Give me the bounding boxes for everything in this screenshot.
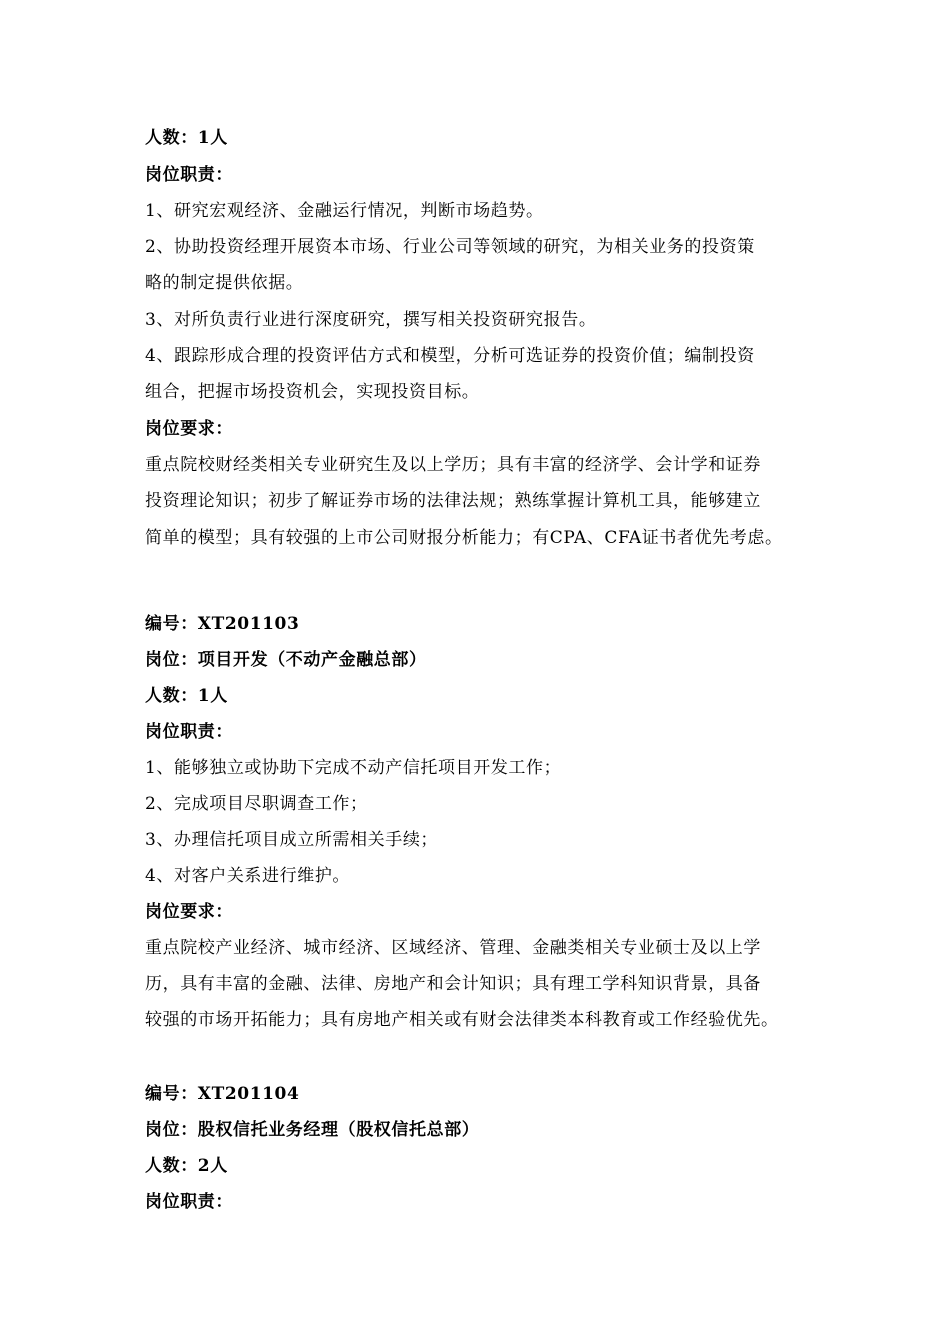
s1-duties-heading: 岗位职责：	[145, 165, 233, 185]
s2-position: 岗位：项目开发（不动产金融总部）	[145, 650, 427, 670]
s2-requirement-line: 较强的市场开拓能力；具有房地产相关或有财会法律类本科教育或工作经验优先。	[145, 1010, 779, 1030]
s1-requirements-heading: 岗位要求：	[145, 419, 233, 439]
s1-requirement-line: 投资理论知识；初步了解证券市场的法律法规；熟练掌握计算机工具，能够建立	[145, 491, 761, 511]
s2-duty-line: 3、办理信托项目成立所需相关手续；	[145, 830, 439, 850]
s1-duty-line: 2、协助投资经理开展资本市场、行业公司等领域的研究，为相关业务的投资策	[145, 237, 755, 257]
s2-requirement-line: 历，具有丰富的金融、法律、房地产和会计知识；具有理工学科知识背景，具备	[145, 974, 761, 994]
s3-duties-heading: 岗位职责：	[145, 1192, 233, 1212]
s2-duty-line: 1、能够独立或协助下完成不动产信托项目开发工作；	[145, 758, 562, 778]
s1-duty-line: 4、跟踪形成合理的投资评估方式和模型，分析可选证券的投资价值；编制投资	[145, 346, 755, 366]
s2-headcount: 人数：1人	[145, 686, 228, 706]
s2-duties-heading: 岗位职责：	[145, 722, 233, 742]
s1-duty-line: 1、研究宏观经济、金融运行情况，判断市场趋势。	[145, 201, 544, 221]
s2-code: 编号：XT201103	[145, 614, 300, 634]
s3-headcount: 人数：2人	[145, 1156, 228, 1176]
s1-requirement-line: 简单的模型；具有较强的上市公司财报分析能力；有CPA、CFA证书者优先考虑。	[145, 528, 783, 548]
s3-code: 编号：XT201104	[145, 1084, 300, 1104]
s2-requirements-heading: 岗位要求：	[145, 902, 233, 922]
s2-duty-line: 2、完成项目尽职调查工作；	[145, 794, 368, 814]
s2-duty-line: 4、对客户关系进行维护。	[145, 866, 351, 886]
s2-requirement-line: 重点院校产业经济、城市经济、区域经济、管理、金融类相关专业硕士及以上学	[145, 938, 761, 958]
s3-position: 岗位：股权信托业务经理（股权信托总部）	[145, 1120, 480, 1140]
s1-requirement-line: 重点院校财经类相关专业研究生及以上学历；具有丰富的经济学、会计学和证券	[145, 455, 761, 475]
s1-headcount: 人数：1人	[145, 128, 228, 148]
s1-duty-line: 3、对所负责行业进行深度研究，撰写相关投资研究报告。	[145, 310, 597, 330]
s1-duty-line: 组合，把握市场投资机会，实现投资目标。	[145, 382, 480, 402]
s1-duty-line: 略的制定提供依据。	[145, 273, 304, 293]
